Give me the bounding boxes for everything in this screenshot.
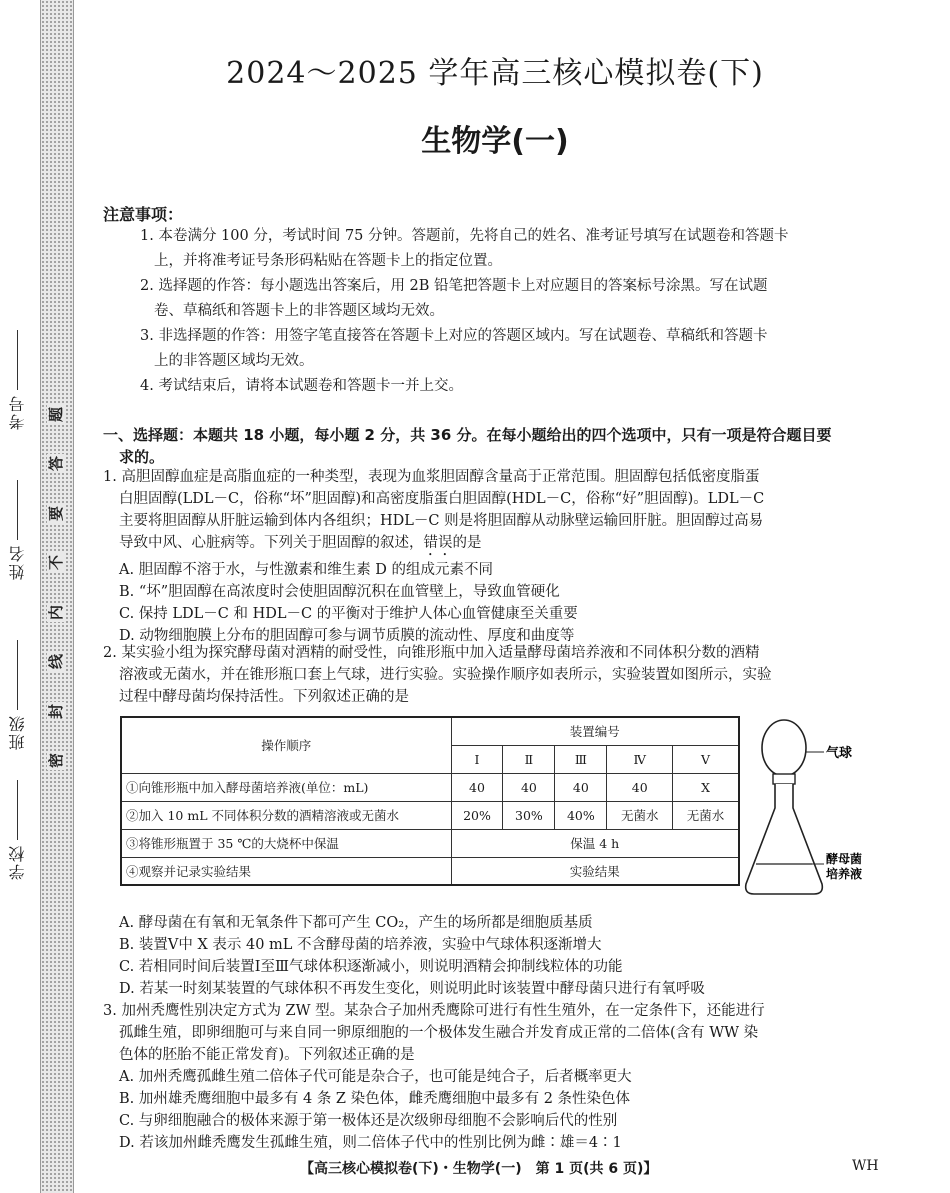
seal-char: 题: [47, 406, 66, 423]
table-row: [121, 829, 739, 857]
step-cell: ④观察并记录实验结果: [121, 857, 451, 885]
exam-no-field[interactable]: [2, 330, 32, 430]
note-item: [140, 374, 888, 399]
group-header: 装置编号: [451, 717, 739, 745]
seal-warning: [45, 405, 69, 770]
q1-option-a: A. 胆固醇不溶于水，与性激素和维生素 D 的组成元素不同: [119, 562, 494, 578]
section-line: 一、选择题：本题共 18 小题，每小题 2 分，共 36 分。在每小题给出的四个选项中，只有一项是符合题目要: [103, 426, 832, 444]
culture-label-1: 酵母菌: [826, 852, 863, 866]
seal-char: 封: [47, 703, 66, 719]
seal-char: 不: [47, 555, 66, 571]
name-field[interactable]: [2, 480, 32, 580]
stem-line: 白胆固醇(LDL－C，俗称“坏”胆固醇)和高密度脂蛋白胆固醇(HDL－C，俗称“好”胆固醇)。LDL－C: [119, 491, 765, 507]
class-label: 班级: [7, 714, 27, 750]
section-heading: [103, 424, 893, 468]
class-line: [17, 640, 18, 710]
q1-option-d: D. 动物细胞膜上分布的胆固醇可参与调节质膜的流动性、厚度和曲度等: [119, 628, 575, 644]
q3-option-d: D. 若该加州雌秃鹰发生孤雌生殖，则二倍体子代中的性别比例为雌∶雄＝4∶1: [119, 1135, 622, 1151]
step-cell: ①向锥形瓶中加入酵母菌培养液(单位：mL): [121, 773, 451, 801]
culture-label-2: 培养液: [826, 867, 863, 881]
table-row: [121, 801, 739, 829]
question-2-stem: [103, 642, 893, 708]
note-item: [140, 224, 888, 274]
school-label: 学校: [7, 844, 27, 880]
exam-no-line: [17, 330, 18, 390]
merged-cell: 实验结果: [451, 857, 739, 885]
question-1: [103, 466, 893, 647]
page-subtitle: 生物学(一): [421, 124, 569, 159]
table-row: [121, 857, 739, 885]
stem-text: 导致中风、心脏病等。下列关于胆固醇的叙述，: [119, 535, 424, 551]
note-item: [140, 324, 888, 374]
q2-option-b: B. 装置Ⅴ中 X 表示 40 mL 不含酵母菌的培养液，实验中气球体积逐渐增大: [119, 937, 602, 953]
flask-apparatus-figure: [742, 716, 892, 906]
value-cell: 无菌水: [673, 801, 739, 829]
note-line: 卷、草稿纸和答题卡上的非答题区域均无效。: [154, 303, 444, 319]
stem-line: 1. 高胆固醇血症是高脂血症的一种类型，表现为血浆胆固醇含量高于正常范围。胆固醇包括低密度脂蛋: [103, 469, 760, 485]
q2-option-c: C. 若相同时间后装置Ⅰ至Ⅲ气球体积逐渐减小，则说明酒精会抑制线粒体的功能: [119, 959, 623, 975]
footer-tag: WH: [852, 1158, 879, 1174]
value-cell: 40: [503, 773, 555, 801]
q1-stem: [103, 466, 893, 559]
device-header: Ⅳ: [607, 745, 673, 773]
page-title: 2024～2025 学年高三核心模拟卷(下): [226, 56, 764, 91]
seal-char: 要: [47, 505, 66, 521]
stem-text: 的是: [452, 535, 482, 551]
question-3: [103, 1000, 893, 1154]
notes-list: [140, 224, 888, 399]
note-line: 2. 选择题的作答：每小题选出答案后，用 2B 铅笔把答题卡上对应题目的答案标号涂黑。写在试题: [140, 278, 768, 294]
note-line: 上的非答题区域均无效。: [154, 353, 314, 369]
value-cell: 无菌水: [607, 801, 673, 829]
step-cell: ②加入 10 mL 不同体积分数的酒精溶液或无菌水: [121, 801, 451, 829]
balloon-shape: [762, 720, 806, 776]
device-header: Ⅰ: [451, 745, 503, 773]
q1-option-b: B. “坏”胆固醇在高浓度时会使胆固醇沉积在血管壁上，导致血管硬化: [119, 584, 560, 600]
seal-char: 答: [47, 456, 66, 472]
notes-heading: 注意事项：: [103, 205, 184, 224]
value-cell: X: [673, 773, 739, 801]
balloon-neck: [773, 774, 795, 784]
q3-option-a: A. 加州秃鹰孤雌生殖二倍体子代可能是杂合子，也可能是纯合子，后者概率更大: [119, 1069, 632, 1085]
note-item: [140, 274, 888, 324]
value-cell: 40: [555, 773, 607, 801]
stem-line: 色体的胚胎不能正常发育)。下列叙述正确的是: [119, 1047, 415, 1063]
q3-option-b: B. 加州雄秃鹰细胞中最多有 4 条 Z 染色体，雌秃鹰细胞中最多有 2 条性染色体: [119, 1091, 631, 1107]
school-line: [17, 780, 18, 840]
stem-line: 孤雌生殖，即卵细胞可与来自同一卵原细胞的一个极体发生融合并发育成正常的二倍体(含有 WW 染: [119, 1025, 759, 1041]
class-field[interactable]: [2, 640, 32, 750]
section-line: 求的。: [119, 448, 165, 466]
note-line: 1. 本卷满分 100 分，考试时间 75 分钟。答题前，先将自己的姓名、准考证号填写在试题卷和答题卡: [140, 228, 789, 244]
page-footer: 【高三核心模拟卷(下)・生物学(一) 第 1 页(共 6 页)】: [300, 1161, 658, 1177]
stem-emphasis: 错误: [423, 535, 453, 551]
value-cell: 40: [451, 773, 503, 801]
stem-line: 过程中酵母菌均保持活性。下列叙述正确的是: [119, 689, 409, 705]
note-line: 上，并将准考证号条形码粘贴在答题卡上的指定位置。: [154, 253, 502, 269]
col-header: 操作顺序: [121, 717, 451, 773]
school-field[interactable]: [2, 780, 32, 880]
experiment-table: [120, 716, 740, 886]
stem-line: 3. 加州秃鹰性别决定方式为 ZW 型。某杂合子加州秃鹰除可进行有性生殖外，在一定条件下，还能进行: [103, 1003, 765, 1019]
flask-body: [746, 784, 823, 894]
value-cell: 40%: [555, 801, 607, 829]
device-header: Ⅴ: [673, 745, 739, 773]
value-cell: 40: [607, 773, 673, 801]
table-row: [121, 773, 739, 801]
q2-option-d: D. 若某一时刻某装置的气球体积不再发生变化，则说明此时该装置中酵母菌只进行有氧呼吸: [119, 981, 705, 997]
q2-option-a: A. 酵母菌在有氧和无氧条件下都可产生 CO₂，产生的场所都是细胞质基质: [119, 915, 593, 931]
value-cell: 20%: [451, 801, 503, 829]
name-label: 姓名: [7, 544, 27, 580]
balloon-label: 气球: [826, 746, 853, 761]
question-2-options: [103, 912, 893, 1000]
device-header: Ⅱ: [503, 745, 555, 773]
step-cell: ③将锥形瓶置于 35 ℃的大烧杯中保温: [121, 829, 451, 857]
seal-char: 线: [47, 654, 66, 670]
stem-line: 2. 某实验小组为探究酵母菌对酒精的耐受性，向锥形瓶中加入适量酵母菌培养液和不同体积分数的酒精: [103, 645, 760, 661]
value-cell: 30%: [503, 801, 555, 829]
stem-line: [103, 532, 893, 559]
q3-option-c: C. 与卵细胞融合的极体来源于第一极体还是次级卵母细胞不会影响后代的性别: [119, 1113, 618, 1129]
stem-line: 溶液或无菌水，并在锥形瓶口套上气球，进行实验。实验操作顺序如表所示，实验装置如图所示，实验: [119, 667, 772, 683]
q1-option-c: C. 保持 LDL－C 和 HDL－C 的平衡对于维护人体心血管健康至关重要: [119, 606, 578, 622]
merged-cell: 保温 4 h: [451, 829, 739, 857]
note-line: 3. 非选择题的作答：用签字笔直接答在答题卡上对应的答题区域内。写在试题卷、草稿纸和答题卡: [140, 328, 768, 344]
stem-line: 主要将胆固醇从肝脏运输到体内各组织；HDL－C 则是将胆固醇从动脉壁运输回肝脏。胆固醇过高易: [119, 513, 764, 529]
seal-char: 密: [47, 752, 66, 768]
exam-no-label: 考号: [7, 394, 27, 430]
device-header: Ⅲ: [555, 745, 607, 773]
seal-char: 内: [47, 604, 66, 620]
name-line: [17, 480, 18, 540]
note-line: 4. 考试结束后，请将本试题卷和答题卡一并上交。: [140, 378, 463, 394]
